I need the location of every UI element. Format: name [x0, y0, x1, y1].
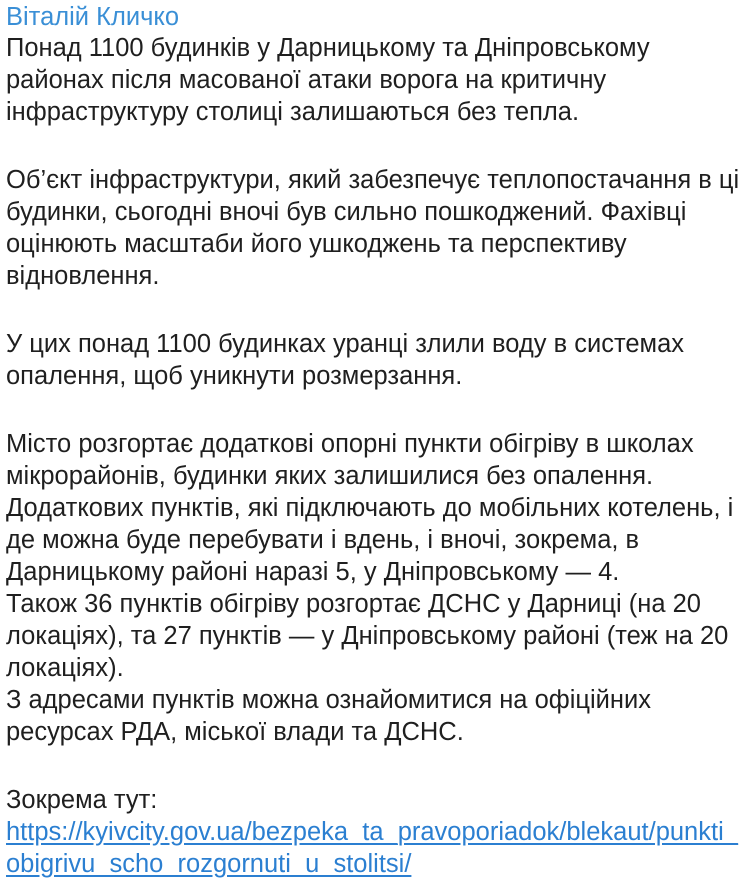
- kyivcity-link-line-2[interactable]: obigrivu_scho_rozgornuti_u_stolitsi/: [6, 850, 412, 878]
- text-line: інфраструктуру столиці залишаються без тепла.: [6, 98, 580, 126]
- paragraph-gap: [6, 128, 748, 164]
- text-line: З адресами пунктів можна ознайомитися на офіційних: [6, 686, 651, 714]
- paragraph-2: [6, 164, 748, 292]
- text-line: мікрорайонів, будинки яких залишилися без опалення.: [6, 462, 654, 490]
- text-line: Також 36 пунктів обігріву розгортає ДСНС у Дарниці (на 20: [6, 590, 701, 618]
- text-line: ресурсах РДА, міської влади та ДСНС.: [6, 718, 464, 746]
- text-line: Додаткових пунктів, які підключають до мобільних котелень, і: [6, 494, 734, 522]
- paragraph-3: [6, 328, 748, 392]
- text-line: будинки, сьогодні вночі був сильно пошкоджений. Фахівці: [6, 198, 687, 226]
- paragraph-gap: [6, 392, 748, 428]
- text-line: Понад 1100 будинків у Дарницькому та Дніпровському: [6, 34, 650, 62]
- paragraph-1: [6, 32, 748, 128]
- paragraph-gap: [6, 748, 748, 784]
- text-line: У цих понад 1100 будинках уранці злили воду в системах: [6, 330, 685, 358]
- closing-label: Зокрема тут:: [6, 786, 158, 814]
- paragraph-gap: [6, 292, 748, 328]
- text-line: відновлення.: [6, 262, 160, 290]
- text-line: оцінюють масштаби його ушкоджень та перспективу: [6, 230, 627, 258]
- text-line: де можна буде перебувати і вдень, і вночі, зокрема, в: [6, 526, 640, 554]
- text-line: опалення, щоб уникнути розмерзання.: [6, 362, 463, 390]
- kyivcity-link-line-1[interactable]: https://kyivcity.gov.ua/bezpeka_ta_pravoporiadok/blekaut/punkti_: [6, 818, 738, 846]
- text-line: районах після масованої атаки ворога на критичну: [6, 66, 607, 94]
- text-line: Місто розгортає додаткові опорні пункти обігріву в школах: [6, 430, 694, 458]
- closing-paragraph: [6, 784, 748, 880]
- text-line: Дарницькому районі наразі 5, у Дніпровському — 4.: [6, 558, 620, 586]
- text-line: локаціях).: [6, 654, 124, 682]
- text-line: локаціях), та 27 пунктів — у Дніпровському районі (теж на 20: [6, 622, 729, 650]
- paragraph-4: [6, 428, 748, 748]
- message-author[interactable]: Віталій Кличко: [6, 3, 180, 31]
- text-line: Об’єкт інфраструктури, який забезпечує теплопостачання в ці: [6, 166, 740, 194]
